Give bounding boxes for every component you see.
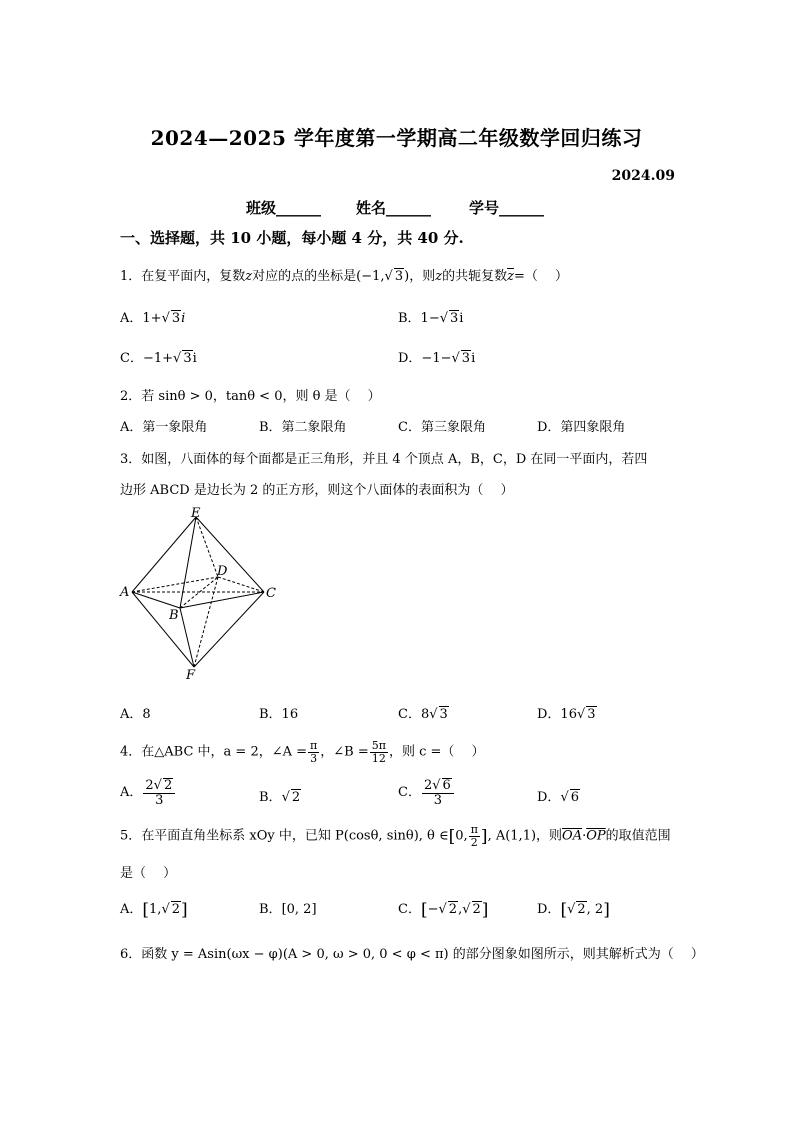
q1-sqrt-sign: √ bbox=[384, 269, 393, 284]
q4-opt-c-num-rad: 6 bbox=[442, 778, 451, 793]
section-heading: 一、选择题，共 10 小题，每小题 4 分，共 40 分. bbox=[120, 229, 464, 247]
q2-option-a: A．第一象限角 bbox=[120, 420, 208, 435]
q5-opt-c-minus: − bbox=[427, 902, 439, 917]
q3-opt-c-label: C．8 bbox=[398, 707, 430, 722]
q5-interval-right: ] bbox=[480, 826, 488, 847]
label-d: D bbox=[217, 564, 228, 579]
q5-option-c: C．[−√ 2,√ 2] bbox=[398, 900, 489, 920]
q4-opt-b-rad: 2 bbox=[291, 790, 301, 805]
q1-opt-c-label: C．−1+ bbox=[120, 351, 174, 366]
q2-option-d: D．第四象限角 bbox=[537, 420, 626, 435]
q3-opt-c-radicand: 3 bbox=[439, 707, 448, 722]
q5-vector-op: $\overline{OP}$ bbox=[586, 828, 606, 844]
q4-fb-num: 5π bbox=[371, 739, 386, 752]
label-c: C bbox=[266, 586, 276, 601]
q1-option-a: A．1+√ 3i bbox=[120, 311, 186, 326]
q2-option-b: B．第二象限角 bbox=[259, 420, 347, 435]
q5-opt-c-label: C． bbox=[398, 902, 421, 917]
q4-opt-a-num: 2√ 2 bbox=[143, 778, 175, 794]
q4-fb-den: 12 bbox=[371, 751, 386, 765]
q5-interval-left: [ bbox=[448, 826, 456, 847]
q5-opt-c-rad-2: 2 bbox=[472, 902, 481, 917]
q1-opt-d-radicand: 3 bbox=[461, 351, 471, 366]
q5-opt-d-label: D． bbox=[537, 902, 561, 917]
q1-text-a: 1．在复平面内，复数 bbox=[120, 269, 246, 284]
q5-option-a: A．[1,√ 2] bbox=[120, 900, 188, 920]
q1-opt-c-end: i bbox=[192, 351, 197, 366]
q5-opt-a-left: [ bbox=[142, 900, 150, 920]
question-3-line-1: 3．如图，八面体的每个面都是正三角形，并且 4 个顶点 A，B，C，D 在同一平面内，若四 bbox=[120, 452, 648, 467]
q4-opt-c-num-pre: 2 bbox=[423, 778, 433, 793]
q5-opt-d-right: ] bbox=[603, 900, 610, 920]
class-field: 班级______ bbox=[246, 199, 322, 217]
q4-opt-c-fraction bbox=[422, 778, 454, 807]
q4-option-b: B．√ 2 bbox=[259, 790, 301, 805]
question-2: 2．若 sinθ > 0，tanθ < 0，则 θ 是（ ） bbox=[120, 389, 381, 404]
q4-angle-a-fraction bbox=[308, 740, 319, 764]
q5-opt-d-rad: 2 bbox=[577, 902, 586, 917]
q5-option-b bbox=[259, 898, 317, 917]
q5-opt-a-start: 1, bbox=[149, 902, 162, 917]
q4-option-c bbox=[398, 778, 455, 807]
q4-opt-a-num-rad: 2 bbox=[163, 778, 173, 793]
q4-opt-a-num-pre: 2 bbox=[145, 778, 154, 793]
q5-interval-fraction bbox=[469, 824, 480, 848]
q5-opt-c-rad-1: 2 bbox=[448, 902, 458, 917]
q1-text-b: 对应的点的坐标是 bbox=[252, 269, 357, 284]
q4-text-c: ，则 c =（ ） bbox=[388, 744, 485, 760]
label-f: F bbox=[186, 668, 196, 683]
q1-opt-b-label: B．1− bbox=[398, 311, 440, 326]
q5-vector-oa: $\overline{OA}$ bbox=[562, 828, 583, 844]
q4-option-a bbox=[120, 778, 176, 807]
q5-opt-c-right: ] bbox=[481, 900, 489, 920]
q4-opt-a-den: 3 bbox=[155, 792, 164, 808]
q4-angle-b-fraction bbox=[370, 740, 388, 764]
question-5-line-1 bbox=[120, 824, 671, 848]
q4-opt-a-fraction bbox=[143, 778, 175, 807]
q5-opt-b-label: B． bbox=[259, 902, 282, 917]
question-5-line-2: 是（ ） bbox=[120, 866, 177, 881]
q1-text-d: 的共轭复数 bbox=[442, 269, 508, 284]
q3-opt-d-label: D．16 bbox=[537, 707, 577, 722]
q5-opt-a-right: ] bbox=[181, 900, 188, 920]
q1-option-d: D．−1−√ 3i bbox=[398, 351, 476, 366]
q1-point-radicand: 3 bbox=[394, 269, 404, 284]
q4-opt-c-label: C． bbox=[398, 785, 421, 801]
question-3-line-2: 边形 ABCD 是边长为 2 的正方形，则这个八面体的表面积为（ ） bbox=[120, 483, 514, 498]
q1-point-end: ) bbox=[404, 269, 410, 284]
name-field: 姓名______ bbox=[356, 199, 432, 217]
q1-var-z: z bbox=[245, 269, 253, 284]
q5-opt-a-label: A． bbox=[120, 902, 143, 917]
q5-int-den: 2 bbox=[470, 835, 478, 849]
q1-opt-c-radicand: 3 bbox=[183, 351, 192, 366]
q4-opt-c-num: 2√ 6 bbox=[422, 778, 454, 794]
q3-opt-d-radicand: 3 bbox=[587, 707, 596, 722]
exam-date: 2024.09 bbox=[611, 168, 675, 184]
q1-zbar: $\overline{z}$ bbox=[507, 269, 514, 284]
q4-text-a: 4．在△ABC 中，a = 2，∠A = bbox=[120, 744, 308, 760]
q1-var-z-2: z bbox=[435, 269, 443, 284]
q1-option-b: B．1−√ 3i bbox=[398, 311, 464, 326]
q5-opt-d-end: , 2 bbox=[586, 902, 604, 917]
q1-point: (−1, bbox=[356, 269, 385, 284]
label-b: B bbox=[169, 608, 179, 623]
q4-opt-c-den: 3 bbox=[433, 792, 443, 808]
q3-option-a: A．8 bbox=[120, 707, 151, 722]
question-1 bbox=[120, 265, 568, 284]
q5-int-num: π bbox=[470, 823, 478, 836]
q2-option-c: C．第三象限角 bbox=[398, 420, 486, 435]
q4-text-b: ，∠B = bbox=[320, 744, 369, 760]
q1-opt-d-label: D．−1− bbox=[398, 351, 452, 366]
question-4 bbox=[120, 740, 485, 764]
q5-dot: · bbox=[582, 828, 587, 844]
student-id-field: 学号______ bbox=[469, 199, 545, 217]
q5-interval-start: 0, bbox=[455, 828, 468, 844]
label-e: E bbox=[191, 506, 201, 521]
q1-option-c: C．−1+√ 3i bbox=[120, 351, 197, 366]
edge-eb bbox=[180, 517, 196, 608]
label-a: A bbox=[120, 585, 130, 600]
page-title: 2024—2025 学年度第一学期高二年级数学回归练习 bbox=[150, 126, 643, 150]
q4-fa-num: π bbox=[310, 739, 318, 752]
q5-opt-d-left: [ bbox=[560, 900, 568, 920]
q5-text-c: 的取值范围 bbox=[605, 828, 671, 844]
q5-opt-a-rad: 2 bbox=[171, 902, 181, 917]
q3-option-b: B．16 bbox=[259, 707, 299, 722]
q5-opt-b-value: [0, 2] bbox=[281, 902, 317, 917]
q5-opt-c-comma: , bbox=[458, 902, 463, 917]
question-6: 6．函数 y = Asin(ωx − φ)(A > 0, ω > 0, 0 < φ < π) 的部分图象如图所示，则其解析式为（ ） bbox=[120, 947, 704, 962]
q5-text-b: , A(1,1)，则 bbox=[487, 828, 563, 844]
edge-ea bbox=[132, 517, 196, 592]
q3-option-d: D．16√ 3 bbox=[537, 707, 596, 722]
q4-opt-d-rad: 6 bbox=[570, 790, 580, 805]
q1-opt-b-radicand: 3 bbox=[450, 311, 459, 326]
q5-text-a: 5．在平面直角坐标系 xOy 中，已知 P(cosθ, sinθ), θ ∈ bbox=[120, 828, 449, 844]
edge-ad bbox=[132, 577, 218, 592]
q5-opt-c-left: [ bbox=[420, 900, 428, 920]
octahedron-figure bbox=[118, 505, 288, 683]
q1-text-c: ，则 bbox=[409, 269, 436, 284]
q1-opt-d-end: i bbox=[471, 351, 476, 366]
edge-ed bbox=[196, 517, 218, 577]
q3-option-c: C．8√ 3 bbox=[398, 707, 448, 722]
q4-opt-d-label: D． bbox=[537, 790, 561, 805]
q1-opt-a-end: i bbox=[181, 311, 186, 326]
q4-opt-a-label: A． bbox=[120, 785, 143, 801]
q5-option-d: D．[√ 2, 2] bbox=[537, 900, 610, 920]
q4-option-d: D．√ 6 bbox=[537, 790, 580, 805]
q1-opt-b-end: i bbox=[459, 311, 464, 326]
q4-fa-den: 3 bbox=[310, 751, 318, 765]
q1-text-e: =（ ） bbox=[513, 269, 568, 284]
q1-opt-a-radicand: 3 bbox=[171, 311, 181, 326]
q4-opt-b-label: B． bbox=[259, 790, 282, 805]
q1-opt-a-label: A．1+ bbox=[120, 311, 162, 326]
